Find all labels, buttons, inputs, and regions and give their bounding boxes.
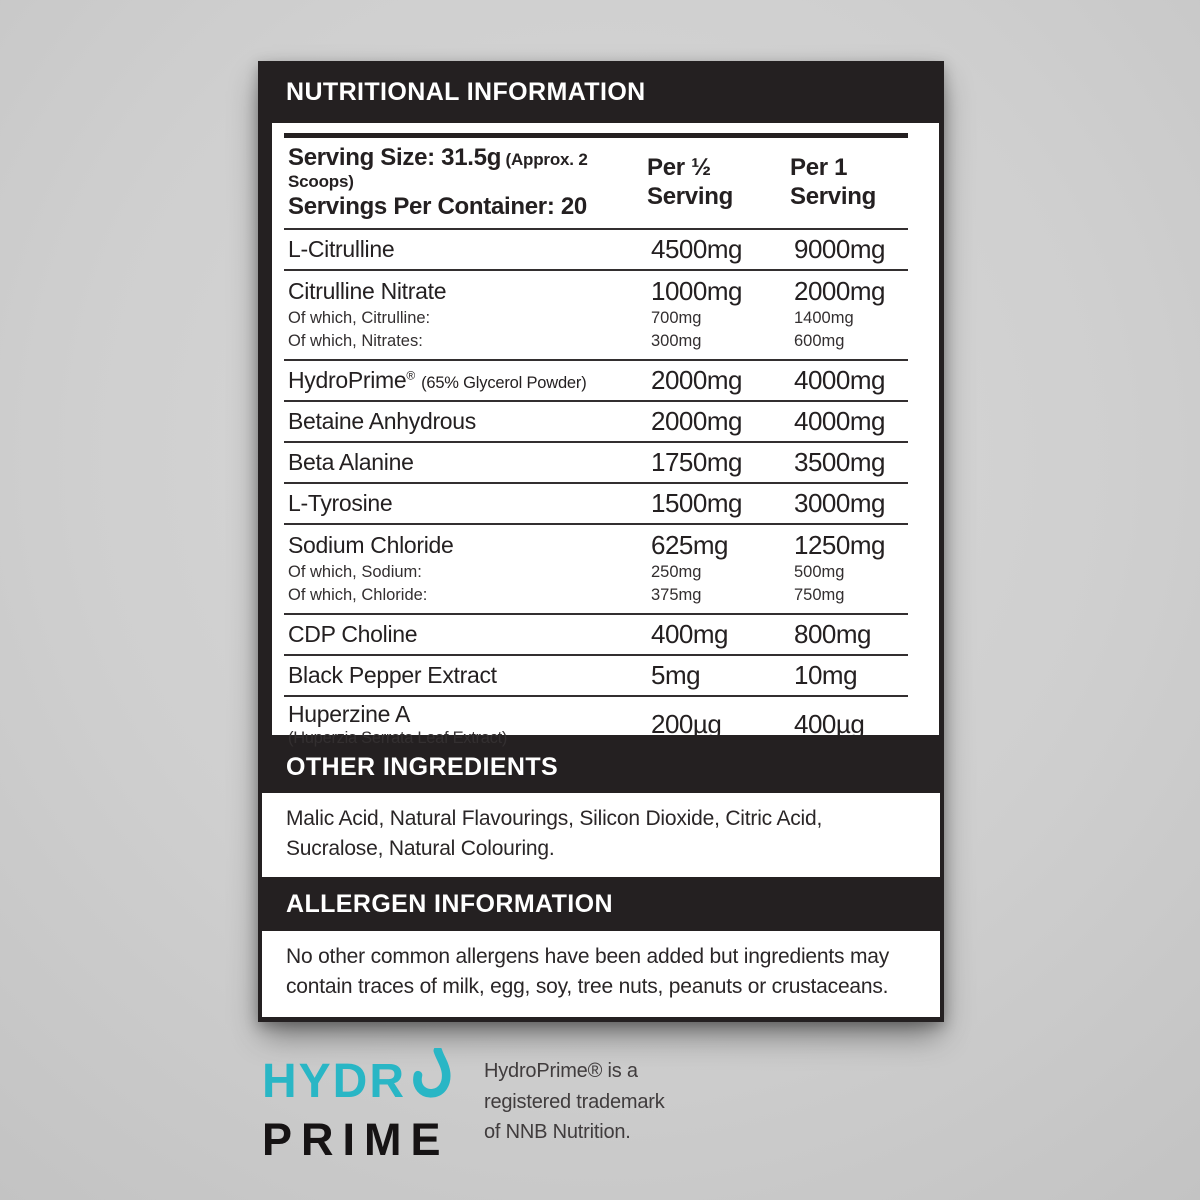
amount-per-full-serving: 400µg — [794, 709, 865, 739]
ingredient-name: L-Tyrosine — [288, 490, 393, 516]
ingredient-name: Black Pepper Extract — [288, 662, 497, 688]
sub-ingredient-name: Of which, Nitrates: — [288, 331, 423, 350]
sub-amount-per-half-serving: 300mg — [651, 331, 702, 350]
ingredient-name: CDP Choline — [288, 621, 418, 647]
table-row — [284, 230, 908, 269]
ingredient-name: L-Citrulline — [288, 236, 395, 262]
amount-per-half-serving: 625mg — [651, 530, 728, 560]
brand-prime-text: PRIME — [262, 1114, 450, 1165]
sub-ingredient-name: Of which, Citrulline: — [288, 309, 431, 327]
amount-per-half-serving: 400mg — [651, 619, 728, 649]
trademark-line: registered trademark — [484, 1090, 665, 1113]
table-row — [284, 271, 908, 359]
ingredient-name: Sodium Chloride — [288, 532, 454, 558]
ingredient-name: HydroPrime® (65% Glycerol Powder) — [288, 367, 587, 393]
table-row — [284, 402, 908, 441]
amount-per-half-serving: 1500mg — [651, 488, 742, 518]
column-header-per-full-serving: Per 1 Serving — [790, 154, 876, 210]
amount-per-half-serving: 200µg — [651, 709, 722, 739]
table-row — [284, 525, 908, 613]
amount-per-full-serving: 3000mg — [794, 488, 885, 518]
ingredient-name: Citrulline Nitrate — [288, 278, 447, 304]
sub-amount-per-full-serving: 1400mg — [794, 309, 854, 327]
table-row — [284, 361, 908, 400]
allergen-information-band — [258, 877, 944, 931]
allergen-information-title: ALLERGEN INFORMATION — [286, 889, 613, 918]
ingredient-name: Betaine Anhydrous — [288, 408, 476, 434]
other-ingredients-panel — [262, 793, 940, 877]
amount-per-half-serving: 2000mg — [651, 365, 742, 395]
servings-per-container-label: Servings Per Container: 20 — [288, 193, 587, 220]
serving-size-note: (Approx. 2 Scoops) — [288, 150, 588, 191]
sub-ingredient-name: Of which, Chloride: — [288, 585, 428, 604]
nutritional-information-band — [258, 61, 944, 123]
nutritional-information-title: NUTRITIONAL INFORMATION — [286, 77, 646, 106]
other-ingredients-band — [258, 741, 944, 793]
trademark-line: of NNB Nutrition. — [484, 1121, 631, 1143]
amount-per-half-serving: 1750mg — [651, 447, 742, 477]
brand-hydro-text: HYDR — [262, 1055, 407, 1108]
amount-per-full-serving: 2000mg — [794, 276, 885, 306]
sub-amount-per-half-serving: 375mg — [651, 585, 702, 604]
sub-amount-per-full-serving: 600mg — [794, 331, 845, 350]
sub-ingredient-name: Of which, Sodium: — [288, 563, 422, 581]
nutrition-table-rows — [284, 230, 908, 753]
brand-logo-hydro-row — [262, 1055, 453, 1108]
nutrition-table-panel — [272, 123, 939, 747]
amount-per-full-serving: 3500mg — [794, 447, 885, 477]
allergen-text-line: contain traces of milk, egg, soy, tree nuts, peanuts or crustaceans. — [286, 974, 889, 998]
amount-per-full-serving: 10mg — [794, 660, 858, 690]
table-row — [284, 484, 908, 523]
amount-per-half-serving: 2000mg — [651, 406, 742, 436]
amount-per-half-serving: 5mg — [651, 660, 701, 690]
sub-amount-per-full-serving: 500mg — [794, 563, 845, 581]
serving-size-label: Serving Size: 31.5g — [288, 144, 502, 171]
amount-per-full-serving: 1250mg — [794, 530, 885, 560]
sub-amount-per-full-serving: 750mg — [794, 585, 845, 604]
sub-amount-per-half-serving: 250mg — [651, 563, 702, 581]
allergen-information-panel — [262, 931, 940, 1017]
column-header-per-half-serving: Per ½ Serving — [647, 154, 733, 210]
amount-per-full-serving: 4000mg — [794, 406, 885, 436]
other-ingredients-title: OTHER INGREDIENTS — [286, 752, 559, 781]
supplement-label-card — [258, 61, 944, 1022]
ingredient-name: Huperzine A (Huperzia Serrata Leaf Extract) — [288, 701, 508, 747]
amount-per-full-serving: 800mg — [794, 619, 871, 649]
amount-per-half-serving: 4500mg — [651, 234, 742, 264]
sub-amount-per-half-serving: 700mg — [651, 309, 702, 327]
amount-per-half-serving: 1000mg — [651, 276, 742, 306]
amount-per-full-serving: 4000mg — [794, 365, 885, 395]
amount-per-full-serving: 9000mg — [794, 234, 885, 264]
table-row — [284, 443, 908, 482]
trademark-line: HydroPrime® is a — [484, 1060, 638, 1082]
trademark-note — [484, 1056, 665, 1148]
other-ingredients-text-line: Malic Acid, Natural Flavourings, Silicon Dioxide, Citric Acid, — [286, 807, 823, 830]
table-row — [284, 656, 908, 695]
table-row — [284, 615, 908, 654]
serving-info — [284, 143, 647, 221]
serving-info-row — [284, 138, 908, 228]
allergen-text-line: No other common allergens have been added but ingredients may — [286, 945, 890, 968]
brand-logo — [262, 1055, 453, 1165]
water-droplet-icon — [407, 1048, 453, 1108]
ingredient-name: Beta Alanine — [288, 449, 414, 475]
other-ingredients-text-line: Sucralose, Natural Colouring. — [286, 836, 555, 860]
